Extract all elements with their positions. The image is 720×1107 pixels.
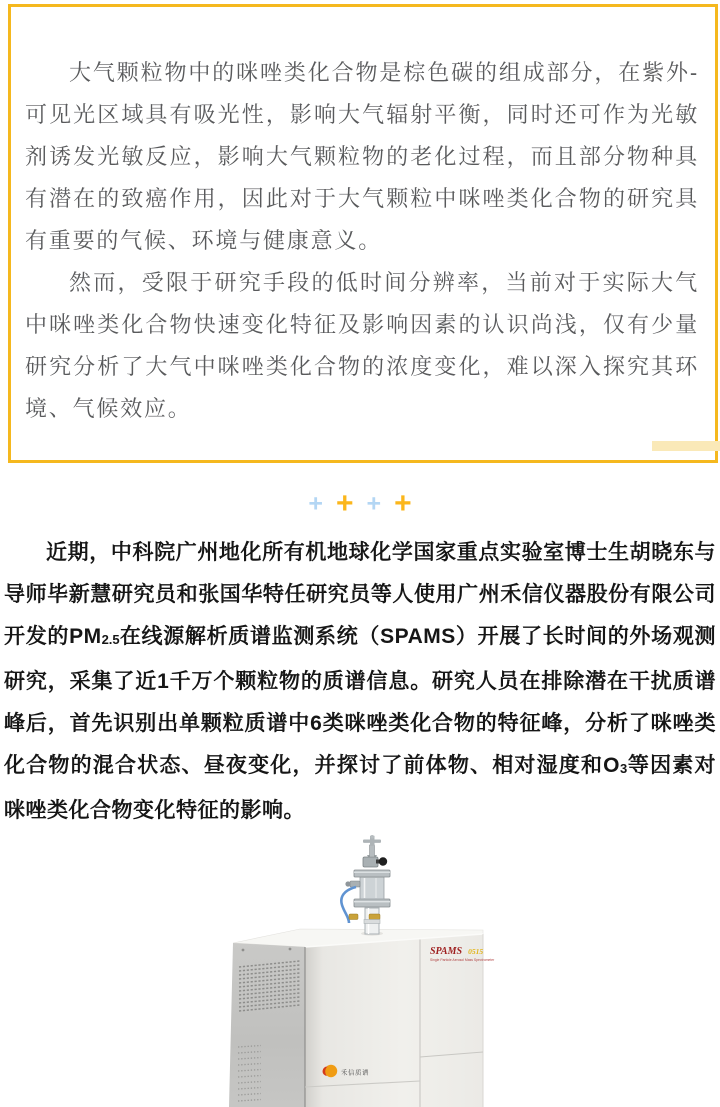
plus-icon: +: [308, 490, 323, 518]
plus-divider: [0, 486, 720, 522]
flange-lower: [354, 899, 390, 907]
main-paragraph: [4, 532, 716, 832]
glass-cylinder: [360, 877, 384, 899]
text-segment: 在线源解析质谱监测系统（SPAMS）开展了长时间的外场观测研究，采集了近1千万个颗粒物的质谱信息。研究人员在排除潜在干扰质谱峰后，首先识别出单颗粒质谱中6类咪唑类化合物的特征峰，分析了咪唑类化合物的混合状态、昼夜变化，并探讨了前体物、相对湿度和O: [4, 625, 717, 777]
screw-icon: [242, 949, 245, 952]
inlet-valve: [363, 857, 378, 867]
subscript-number: 3: [620, 761, 628, 776]
text-segment: 等因素对咪唑类化合物变化特征的影响。: [4, 754, 716, 822]
screw-icon: [289, 948, 292, 951]
device-model-label: SPAMS 0515: [430, 946, 484, 957]
quote-box: [8, 4, 718, 463]
quote-paragraph-2: 然而，受限于研究手段的低时间分辨率，当前对于实际大气中咪唑类化合物快速变化特征及影响因素的认识尚浅，仅有少量研究分析了大气中咪唑类化合物的浓度变化，难以深入探究其环境、气候效应。: [25, 270, 699, 421]
brass-fitting: [349, 914, 358, 920]
subscript-number: 2.5: [101, 632, 120, 647]
sampling-inlet-tower: [341, 835, 390, 936]
flange-upper: [354, 870, 390, 877]
quote-paragraph-1: 大气颗粒物中的咪唑类化合物是棕色碳的组成部分，在紫外-可见光区域具有吸光性，影响大气辐射平衡，同时还可作为光敏剂诱发光敏反应，影响大气颗粒物的老化过程，而且部分物种具有潜在的致癌作用，因此对于大气颗粒中咪唑类化合物的研究具有重要的气候、环境与健康意义。: [25, 60, 699, 253]
instrument-figure: [215, 835, 505, 1107]
spams-instrument-photo: [215, 835, 505, 1107]
plus-icon: +: [366, 490, 382, 518]
plus-icon: +: [394, 487, 412, 520]
valve-knob: [379, 857, 387, 865]
text-segment: 近期，中科院广州地化所有机地球化学国家重点实验室博士生胡晓东与导师毕新慧研究员和张国华特任研究员等人使用广州禾信仪器股份有限公司开发的PM: [4, 541, 716, 648]
device-sublabel: Single Particle Aerosol Mass Spectrometer: [430, 958, 495, 962]
plus-icon: +: [335, 487, 354, 520]
accent-bar: [652, 441, 720, 451]
brand-text: 禾信质谱: [341, 1069, 369, 1077]
brass-fitting: [369, 914, 380, 920]
